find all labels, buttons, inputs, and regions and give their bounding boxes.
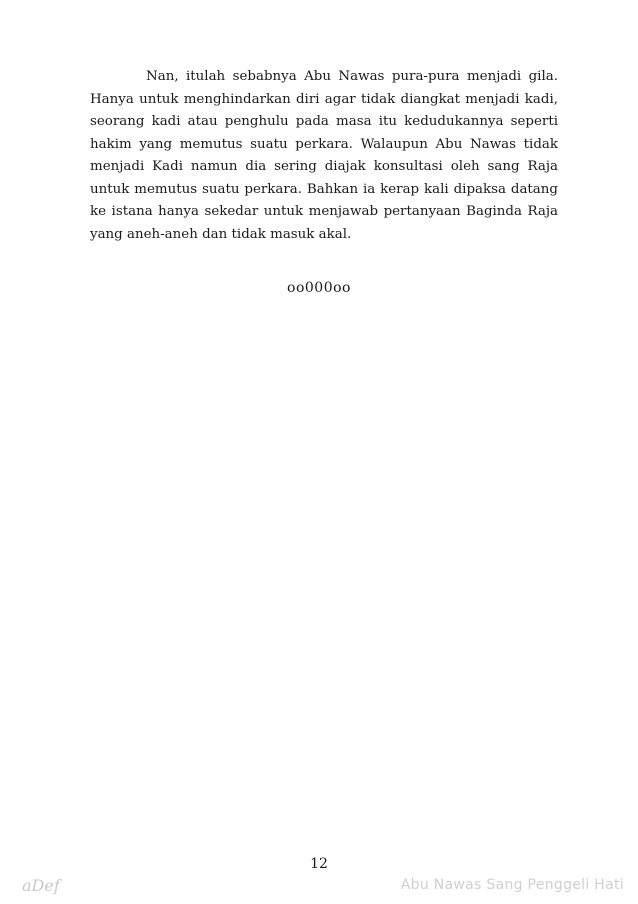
footer-left-mark: aDef [22,876,60,895]
body-text [90,66,558,246]
footer-book-title: Abu Nawas Sang Penggeli Hati [400,877,624,893]
section-separator: oo000oo [287,280,351,296]
paragraph: Nan, itulah sebabnya Abu Nawas pura-pura menjadi gila. Hanya untuk menghindarkan diri agar tidak diangkat menjadi kadi, seorang kadi atau penghulu pada masa itu kedudukannya seperti hakim yang memutus suatu perkara. Walaupun Abu Nawas tidak menjadi Kadi namun dia sering diajak konsultasi oleh sang Raja untuk memutus suatu perkara. Bahkan ia kerap kali dipaksa datang ke istana hanya sekedar untuk menjawab pertanyaan Baginda Raja yang aneh-aneh dan tidak masuk akal. [90,69,558,242]
page-number: 12 [310,856,328,872]
